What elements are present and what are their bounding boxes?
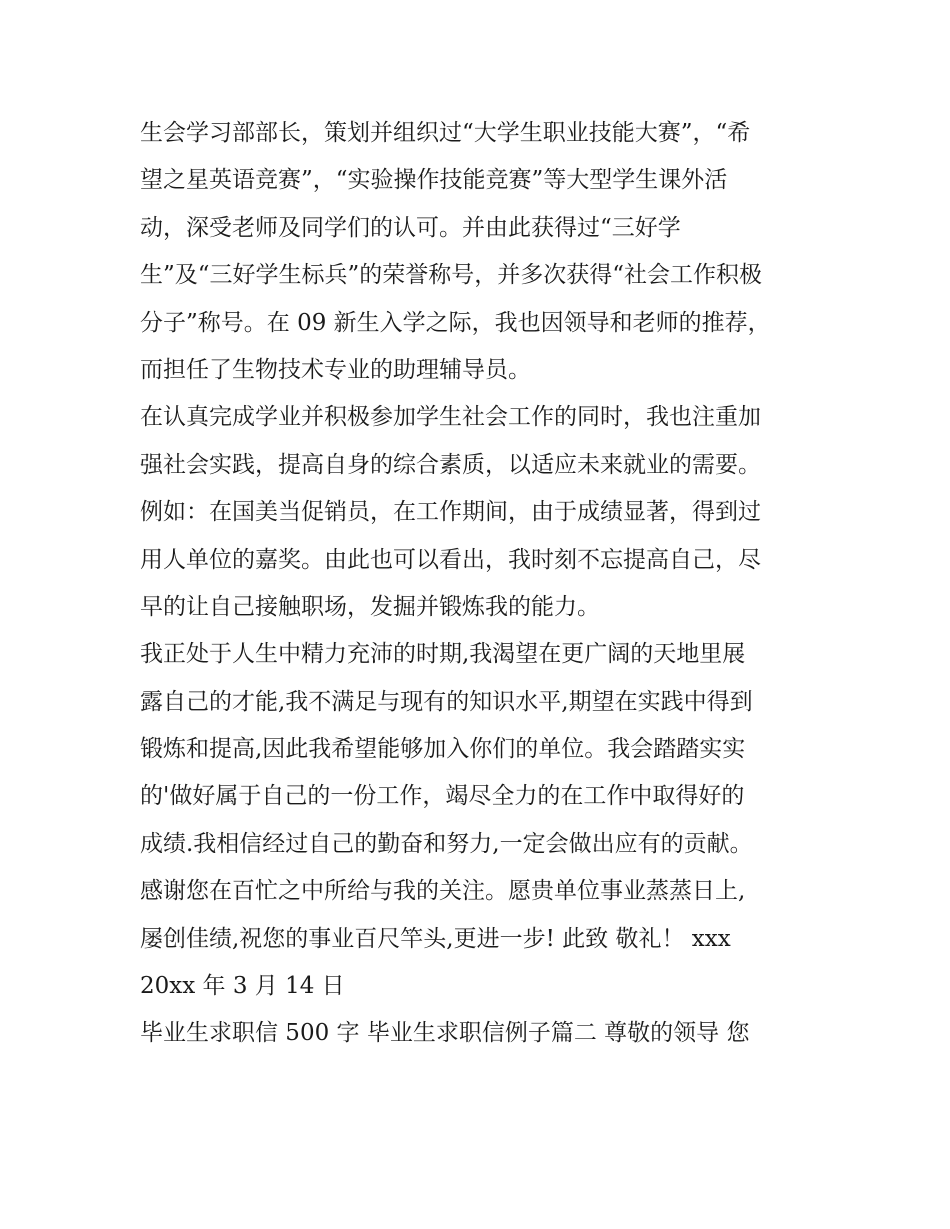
text-line: 强社会实践，提高自身的综合素质，以适应未来就业的需要。 (140, 451, 761, 478)
document-body (140, 110, 830, 1058)
text-line: 生会学习部部长，策划并组织过“大学生职业技能大赛”，“希 (140, 120, 751, 146)
text-line: 望之星英语竞赛”，“实验操作技能竞赛”等大型学生课外活 (140, 167, 728, 194)
text-line: 在认真完成学业并积极参加学生社会工作的同时，我也注重加 (140, 404, 761, 431)
text-line: 分子”称号。在 09 新生入学之际，我也因领导和老师的推荐， (140, 309, 771, 336)
text-line: 我正处于人生中精力充沛的时期,我渴望在更广阔的天地里展 (140, 641, 746, 668)
text-line: 早的让自己接触职场，发掘并锻炼我的能力。 (140, 593, 600, 620)
text-line: 例如：在国美当促销员，在工作期间，由于成绩显著，得到过 (140, 499, 761, 526)
text-line: 露自己的才能,我不满足与现有的知识水平,期望在实践中得到 (140, 688, 753, 715)
text-line: 而担任了生物技术专业的助理辅导员。 (140, 356, 531, 383)
text-line: 毕业生求职信 500 字 毕业生求职信例子篇二 尊敬的领导 您 (140, 1020, 750, 1047)
text-line: 动，深受老师及同学们的认可。并由此获得过“三好学 (140, 214, 681, 241)
text-line: 屡创佳绩,祝您的事业百尺竿头,更进一步! 此致 敬礼！ xxx (140, 925, 731, 952)
text-line: 成绩.我相信经过自己的勤奋和努力,一定会做出应有的贡献。 (140, 830, 753, 857)
text-line: 生”及“三好学生标兵”的荣誉称号，并多次获得“社会工作积极 (140, 262, 763, 289)
date-line: 20xx 年 3 月 14 日 (140, 973, 345, 1000)
text-line: 用人单位的嘉奖。由此也可以看出，我时刻不忘提高自己，尽 (140, 546, 761, 573)
text-line: 锻炼和提高,因此我希望能够加入你们的单位。我会踏踏实实 (140, 736, 746, 763)
text-line: 的'做好属于自己的一份工作，竭尽全力的在工作中取得好的 (140, 783, 745, 810)
text-line: 感谢您在百忙之中所给与我的关注。愿贵单位事业蒸蒸日上, (140, 878, 746, 905)
